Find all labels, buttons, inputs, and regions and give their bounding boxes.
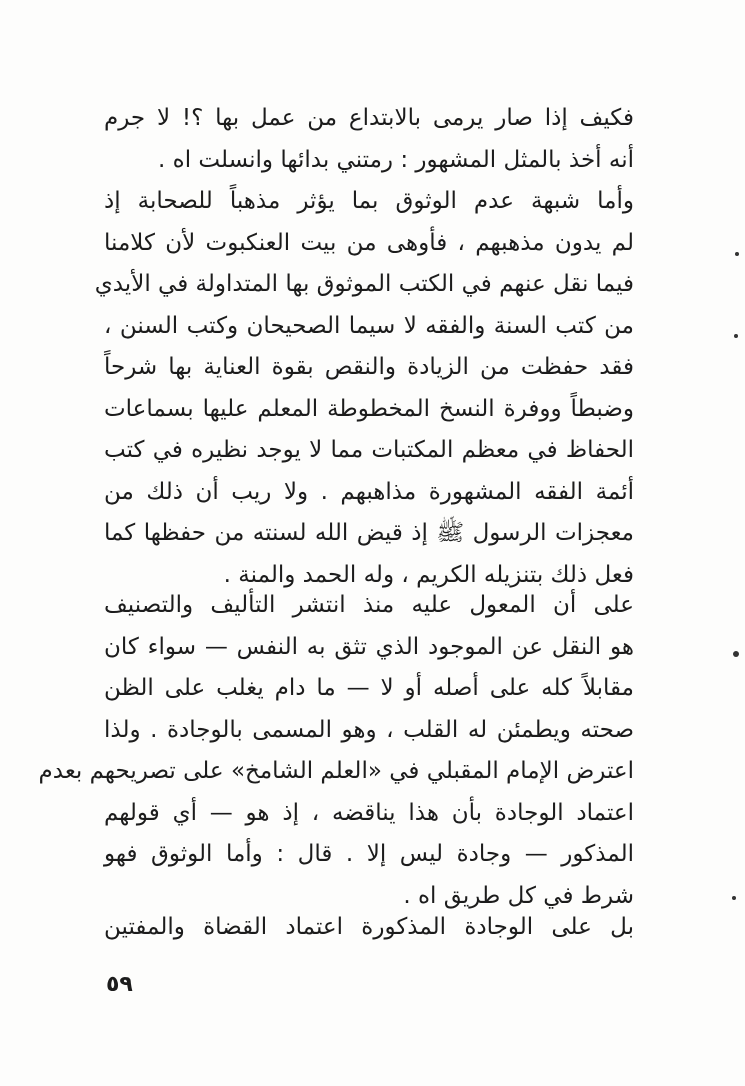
text-line: المذكور — وجادة ليس إلا . قال : وأما الوثوق فهو [104,841,634,867]
text-line: فعل ذلك بتنزيله الكريم ، وله الحمد والمنة . [223,561,634,588]
scan-speck [732,896,736,900]
text-line: مقابلاً كله على أصله أو لا — ما دام يغلب على الظن [104,675,634,701]
text-line: معجزات الرسول ﷺ إذ قيض الله لسنته من حفظها كما [104,520,634,546]
text-line: على أن المعول عليه منذ انتشر التأليف والتصنيف [104,592,634,618]
scan-speck [733,651,739,657]
text-line: شرط في كل طريق اه . [403,882,634,909]
text-line: وأما شبهة عدم الوثوق بما يؤثر مذهباً للصحابة إذ [104,188,634,214]
text-line: لم يدون مذهبهم ، فأوهى من بيت العنكبوت لأن كلامنا [104,229,634,256]
paragraph-2 [94,181,634,596]
text-line: فقد حفظت من الزيادة والنقص بقوة العناية بها شرحاً [104,354,634,380]
text-line: اعترض الإمام المقبلي في «العلم الشامخ» على تصريحهم بعدم [38,758,634,784]
text-line: وضبطاً ووفرة النسخ المخطوطة المعلم عليها بسماعات [104,395,634,422]
text-line: الحفاظ في معظم المكتبات مما لا يوجد نظيره في كتب [104,437,634,463]
paragraph-4 [104,907,634,949]
paragraph-1 [104,98,634,181]
text-line: فيما نقل عنهم في الكتب الموثوق بها المتداولة في الأيدي [94,271,634,297]
text-line: صحته ويطمئن له القلب ، وهو المسمى بالوجادة . ولذا [104,716,634,743]
text-line: اعتماد الوجادة بأن هذا يناقضه ، إذ هو — أي قولهم [104,799,634,826]
paragraph-3 [38,585,634,917]
text-line: فكيف إذا صار يرمى بالابتداع من عمل بها ؟! لا جرم [104,105,634,131]
text-line: من كتب السنة والفقه لا سيما الصحيحان وكتب السنن ، [104,312,634,339]
text-line: بل على الوجادة المذكورة اعتماد القضاة والمفتين [104,914,634,940]
text-line: هو النقل عن الموجود الذي تثق به النفس — سواء كان [104,633,634,660]
page-number: ٥٩ [106,972,133,997]
text-line: أنه أخذ بالمثل المشهور : رمتني بدائها وانسلت اه . [158,146,634,173]
scan-speck [735,252,739,256]
scan-speck [734,334,738,338]
text-line: أئمة الفقه المشهورة مذاهبهم . ولا ريب أن ذلك من [104,478,634,505]
